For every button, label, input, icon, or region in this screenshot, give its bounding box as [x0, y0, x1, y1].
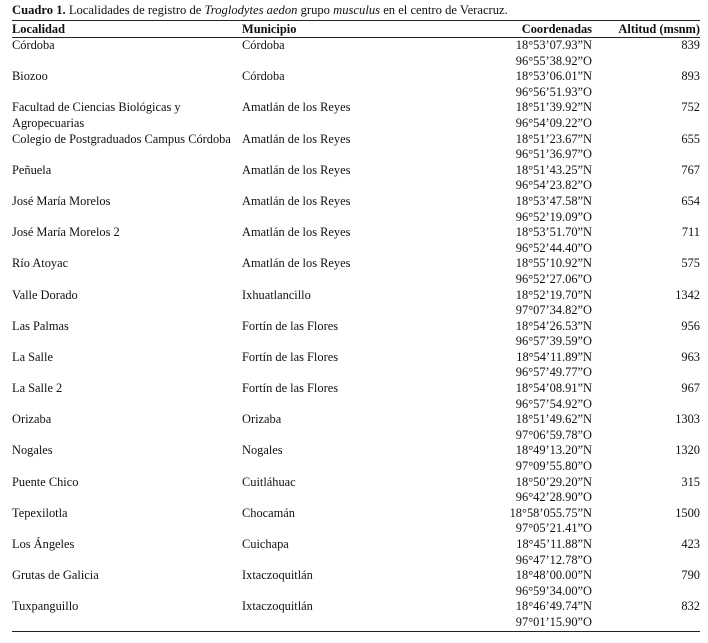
- header-localidad: Localidad: [12, 21, 66, 36]
- cell-localidad: Peñuela: [12, 162, 52, 177]
- table-row: [12, 100, 700, 131]
- cell-municipio: Chocamán: [242, 505, 295, 520]
- table-body: [12, 38, 700, 632]
- cell-municipio: Ixtaczoquitlán: [242, 599, 313, 614]
- cell-coordenadas: [432, 225, 602, 256]
- cell-longitude: 96°47’12.78”O: [515, 552, 592, 567]
- cell-altitud: 839: [681, 38, 700, 52]
- cell-longitude: 96°52’27.06”O: [515, 271, 592, 286]
- cell-coordenadas: [432, 194, 602, 225]
- cell-localidad: Facultad de Ciencias Biológicas y Agropecuarias: [12, 100, 181, 130]
- cell-localidad: Las Palmas: [12, 318, 69, 333]
- cell-municipio: Ixtaczoquitlán: [242, 568, 313, 583]
- cell-municipio: Amatlán de los Reyes: [242, 193, 351, 208]
- cell-latitude: 18°54’08.91”N: [515, 381, 592, 396]
- cell-coordenadas: [432, 568, 602, 599]
- caption-species: Troglodytes aedon: [204, 3, 298, 17]
- cell-altitud: 1342: [675, 287, 700, 302]
- table-row: [12, 225, 700, 256]
- cell-longitude: 97°09’55.80”O: [515, 459, 592, 474]
- cell-altitud: 1320: [675, 443, 700, 458]
- cell-latitude: 18°52’19.70”N: [515, 287, 592, 302]
- cell-longitude: 97°06’59.78”O: [515, 427, 592, 442]
- table-row: [12, 537, 700, 568]
- cell-municipio: Cuichapa: [242, 537, 289, 551]
- caption-label: Cuadro 1.: [12, 3, 66, 17]
- cell-latitude: 18°58’055.75”N: [509, 505, 592, 520]
- cell-coordenadas: [432, 256, 602, 287]
- cell-municipio: Cuitláhuac: [242, 474, 296, 489]
- localities-table: [12, 20, 700, 632]
- cell-latitude: 18°51’23.67”N: [515, 131, 592, 146]
- cell-coordenadas: [432, 288, 602, 319]
- header-coordenadas: Coordenadas: [521, 21, 592, 36]
- cell-localidad: La Salle: [12, 349, 53, 364]
- cell-altitud: 893: [681, 69, 700, 84]
- table-row: [12, 163, 700, 194]
- cell-latitude: 18°54’11.89”N: [516, 349, 592, 364]
- cell-municipio: Nogales: [242, 443, 283, 458]
- cell-coordenadas: [432, 381, 602, 412]
- cell-localidad: Orizaba: [12, 412, 52, 427]
- caption-text-a: Localidades de registro de: [68, 3, 202, 17]
- cell-localidad: La Salle 2: [12, 381, 63, 396]
- cell-longitude: 96°54’09.22”O: [515, 115, 592, 130]
- table-caption: [12, 2, 700, 20]
- table-row: [12, 69, 700, 100]
- cell-longitude: 96°59’34.00”O: [515, 583, 592, 598]
- cell-latitude: 18°53’47.58”N: [515, 193, 592, 208]
- cell-latitude: 18°53’06.01”N: [515, 69, 592, 84]
- cell-latitude: 18°46’49.74”N: [515, 599, 592, 614]
- cell-localidad: José María Morelos: [12, 193, 111, 208]
- cell-coordenadas: [432, 599, 602, 631]
- cell-localidad: Tepexilotla: [12, 505, 68, 520]
- cell-coordenadas: [432, 319, 602, 350]
- table-row: [12, 132, 700, 163]
- cell-latitude: 18°50’29.20”N: [515, 474, 592, 489]
- table-row: [12, 568, 700, 599]
- cell-altitud: 655: [681, 131, 700, 146]
- cell-longitude: 97°05’21.41”O: [515, 521, 592, 536]
- cell-altitud: 767: [681, 162, 700, 177]
- table-row: [12, 38, 700, 70]
- cell-altitud: 1500: [675, 505, 700, 520]
- cell-coordenadas: [432, 38, 602, 70]
- cell-latitude: 18°51’43.25”N: [515, 162, 592, 177]
- cell-municipio: Córdoba: [242, 38, 285, 52]
- cell-localidad: Colegio de Postgraduados Campus Córdoba: [12, 131, 231, 146]
- cell-longitude: 96°57’54.92”O: [515, 396, 592, 411]
- cell-longitude: 97°01’15.90”O: [515, 614, 592, 629]
- cell-altitud: 711: [681, 225, 700, 240]
- cell-altitud: 1303: [675, 412, 700, 427]
- cell-latitude: 18°53’07.93”N: [515, 38, 592, 52]
- cell-localidad: Río Atoyac: [12, 256, 69, 271]
- cell-altitud: 423: [681, 537, 700, 551]
- table-row: [12, 350, 700, 381]
- table-row: [12, 256, 700, 287]
- cell-municipio: Fortín de las Flores: [242, 381, 339, 396]
- cell-coordenadas: [432, 412, 602, 443]
- cell-latitude: 18°54’26.53”N: [515, 318, 592, 333]
- table-header: [12, 21, 700, 38]
- cell-altitud: 752: [681, 100, 700, 115]
- cell-longitude: 96°57’39.59”O: [515, 334, 592, 349]
- table-row: [12, 412, 700, 443]
- cell-longitude: 96°55’38.92”O: [515, 53, 592, 68]
- header-altitud: Altitud (msnm): [618, 21, 700, 36]
- cell-localidad: Puente Chico: [12, 474, 79, 489]
- cell-localidad: Valle Dorado: [12, 287, 78, 302]
- cell-municipio: Ixhuatlancillo: [242, 287, 311, 302]
- cell-altitud: 967: [681, 381, 700, 396]
- cell-municipio: Orizaba: [242, 412, 282, 427]
- cell-coordenadas: [432, 132, 602, 163]
- cell-altitud: 956: [681, 318, 700, 333]
- cell-latitude: 18°49’13.20”N: [515, 443, 592, 458]
- caption-text-b: grupo: [300, 3, 330, 17]
- table-row: [12, 475, 700, 506]
- cell-municipio: Amatlán de los Reyes: [242, 131, 351, 146]
- cell-municipio: Fortín de las Flores: [242, 318, 339, 333]
- cell-coordenadas: [432, 69, 602, 100]
- cell-latitude: 18°53’51.70”N: [515, 225, 592, 240]
- cell-coordenadas: [432, 506, 602, 537]
- cell-municipio: Córdoba: [242, 69, 285, 84]
- cell-municipio: Amatlán de los Reyes: [242, 100, 351, 115]
- cell-coordenadas: [432, 475, 602, 506]
- table-row: [12, 194, 700, 225]
- cell-altitud: 832: [681, 599, 700, 614]
- cell-localidad: Biozoo: [12, 69, 48, 84]
- cell-longitude: 96°54’23.82”O: [515, 178, 592, 193]
- cell-latitude: 18°51’39.92”N: [515, 100, 592, 115]
- cell-municipio: Fortín de las Flores: [242, 349, 339, 364]
- table-row: [12, 443, 700, 474]
- cell-altitud: 654: [681, 193, 700, 208]
- cell-localidad: Tuxpanguillo: [12, 599, 79, 614]
- table-row: [12, 319, 700, 350]
- cell-coordenadas: [432, 350, 602, 381]
- cell-latitude: 18°48’00.00”N: [515, 568, 592, 583]
- cell-longitude: 96°57’49.77”O: [515, 365, 592, 380]
- cell-coordenadas: [432, 100, 602, 131]
- cell-latitude: 18°55’10.92”N: [515, 256, 592, 271]
- cell-localidad: José María Morelos 2: [12, 225, 120, 240]
- cell-longitude: 96°42’28.90”O: [515, 490, 592, 505]
- table-row: [12, 381, 700, 412]
- cell-altitud: 790: [681, 568, 700, 583]
- caption-text-c: en el centro de Veracruz.: [383, 3, 508, 17]
- cell-municipio: Amatlán de los Reyes: [242, 256, 351, 271]
- cell-longitude: 96°56’51.93”O: [515, 84, 592, 99]
- table-row: [12, 288, 700, 319]
- cell-coordenadas: [432, 443, 602, 474]
- table-row: [12, 599, 700, 631]
- cell-municipio: Amatlán de los Reyes: [242, 162, 351, 177]
- cell-altitud: 575: [681, 256, 700, 271]
- cell-municipio: Amatlán de los Reyes: [242, 225, 351, 240]
- cell-coordenadas: [432, 537, 602, 568]
- table-row: [12, 506, 700, 537]
- cell-latitude: 18°51’49.62”N: [515, 412, 592, 427]
- cell-longitude: 96°52’19.09”O: [515, 209, 592, 224]
- cell-longitude: 97°07’34.82”O: [515, 303, 592, 318]
- cell-altitud: 315: [681, 474, 700, 489]
- caption-group: musculus: [333, 3, 381, 17]
- cell-localidad: Córdoba: [12, 38, 55, 52]
- header-municipio: Municipio: [242, 21, 297, 36]
- cell-longitude: 96°51’36.97”O: [515, 147, 592, 162]
- header-row: [12, 21, 700, 38]
- cell-localidad: Nogales: [12, 443, 53, 458]
- cell-latitude: 18°45’11.88”N: [516, 537, 592, 551]
- cell-altitud: 963: [681, 349, 700, 364]
- cell-longitude: 96°52’44.40”O: [515, 240, 592, 255]
- cell-coordenadas: [432, 163, 602, 194]
- cell-localidad: Los Ángeles: [12, 537, 75, 551]
- cell-localidad: Grutas de Galicia: [12, 568, 99, 583]
